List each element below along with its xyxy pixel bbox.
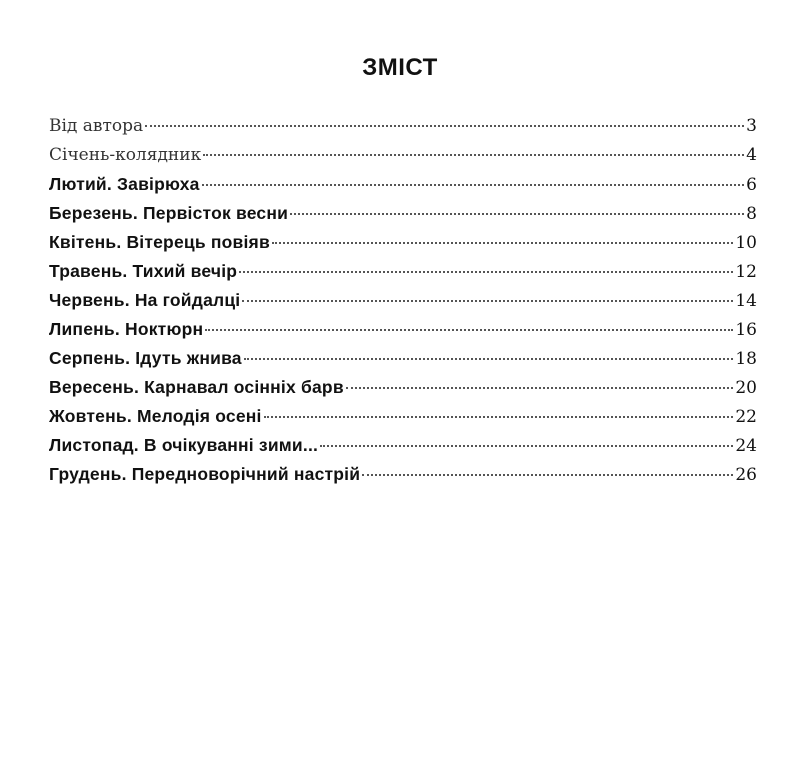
toc-entry [49, 373, 757, 402]
toc-entry-page-number: 18 [735, 349, 757, 369]
toc-entry [49, 199, 757, 228]
toc-entry-page-number: 22 [735, 407, 757, 427]
toc-entry-page-number: 12 [735, 262, 757, 282]
toc-entry [49, 228, 757, 257]
toc-entry-title: Липень. Ноктюрн [49, 319, 204, 339]
toc-entry [49, 286, 757, 315]
toc-entry-title: Грудень. Передноворічний настрій [49, 464, 361, 484]
toc-entry-page-number: 20 [735, 378, 757, 398]
toc-entry-title: Серпень. Ідуть жнива [49, 348, 242, 368]
dot-leader [346, 387, 734, 389]
toc-entry-page-number: 26 [735, 465, 757, 485]
dot-leader [264, 416, 734, 418]
toc-entry [49, 112, 757, 141]
dot-leader [205, 329, 733, 331]
toc-entry [49, 315, 757, 344]
toc-entry-page-number: 14 [735, 291, 757, 311]
toc-entry-title: Січень-колядник [49, 145, 202, 165]
toc-entry [49, 460, 757, 489]
toc-entry-page-number: 3 [746, 116, 757, 136]
toc-entry-title: Листопад. В очікуванні зими... [49, 435, 319, 455]
dot-leader [244, 358, 734, 360]
toc-entry-title: Жовтень. Мелодія осені [49, 406, 262, 426]
toc-entry [49, 344, 757, 373]
toc-entry [49, 431, 757, 460]
table-of-contents [49, 112, 757, 489]
toc-entry [49, 402, 757, 431]
toc-entry-title: Квітень. Вітерець повіяв [49, 232, 270, 252]
toc-entry-title: Травень. Тихий вечір [49, 261, 238, 281]
toc-entry-page-number: 10 [735, 233, 757, 253]
toc-entry-page-number: 16 [735, 320, 757, 340]
dot-leader [145, 125, 744, 127]
dot-leader [203, 154, 744, 156]
page-title: ЗМІСТ [362, 54, 438, 81]
dot-leader [272, 242, 733, 244]
toc-entry-title: Від автора [49, 116, 144, 136]
toc-entry-page-number: 24 [735, 436, 757, 456]
dot-leader [202, 184, 745, 186]
toc-entry-title: Вересень. Карнавал осінніх барв [49, 377, 344, 397]
dot-leader [320, 445, 733, 447]
dot-leader [290, 213, 744, 215]
dot-leader [239, 271, 733, 273]
toc-entry [49, 170, 757, 199]
toc-entry-page-number: 8 [746, 204, 757, 224]
toc-entry-title: Березень. Первісток весни [49, 203, 289, 223]
toc-entry-title: Червень. На гойдалці [49, 290, 241, 310]
dot-leader [362, 474, 733, 476]
toc-entry-page-number: 6 [746, 175, 757, 195]
toc-entry [49, 141, 757, 170]
dot-leader [242, 300, 733, 302]
toc-entry-title: Лютий. Завірюха [49, 174, 200, 194]
toc-entry-page-number: 4 [746, 145, 757, 165]
toc-entry [49, 257, 757, 286]
